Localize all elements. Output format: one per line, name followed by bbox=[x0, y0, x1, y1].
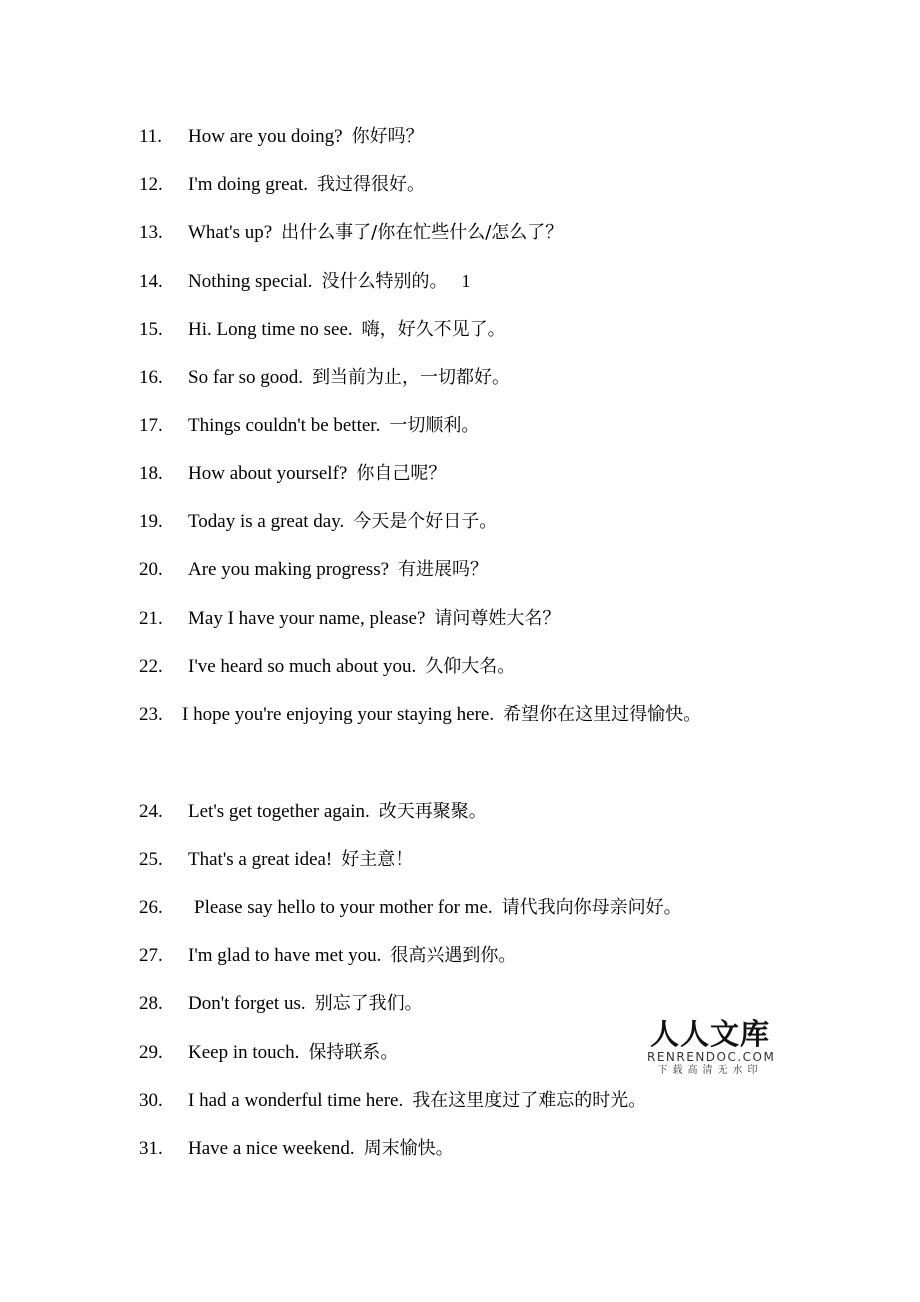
line-number: 12. bbox=[139, 174, 163, 195]
chinese-translation bbox=[412, 1090, 646, 1111]
line-number: 11. bbox=[139, 126, 163, 147]
phrase-line bbox=[139, 1134, 454, 1164]
english-phrase: Today is a great day. bbox=[188, 511, 345, 532]
chinese-translation bbox=[341, 849, 413, 870]
phrase-line bbox=[139, 652, 515, 682]
line-number: 13. bbox=[139, 222, 163, 243]
chinese-text: 我过得很好。 bbox=[317, 174, 426, 195]
phrase-line bbox=[139, 845, 413, 875]
line-number: 24. bbox=[139, 801, 163, 822]
phrase-line bbox=[139, 604, 560, 634]
watermark-domain: RENRENDOC.COM bbox=[647, 1050, 776, 1064]
phrase-line bbox=[139, 122, 424, 152]
phrase-line bbox=[139, 363, 510, 393]
line-number: 20. bbox=[139, 559, 163, 580]
phrase-line bbox=[139, 315, 506, 345]
line-number: 29. bbox=[139, 1042, 163, 1063]
phrase-line bbox=[139, 989, 423, 1019]
chinese-text: 改天再聚聚。 bbox=[378, 801, 487, 822]
english-phrase: So far so good. bbox=[188, 367, 304, 388]
chinese-translation bbox=[362, 319, 506, 340]
chinese-translation bbox=[352, 126, 424, 147]
phrase-line bbox=[139, 170, 425, 200]
chinese-translation bbox=[281, 222, 563, 243]
chinese-translation bbox=[379, 801, 487, 822]
english-phrase: I'm glad to have met you. bbox=[188, 945, 382, 966]
watermark-tagline: 下载高清无水印 bbox=[657, 1065, 763, 1076]
chinese-translation bbox=[398, 559, 488, 580]
line-number: 27. bbox=[139, 945, 163, 966]
chinese-translation bbox=[503, 704, 701, 725]
chinese-text: 你好吗？ bbox=[351, 126, 424, 147]
phrase-line bbox=[139, 941, 516, 971]
line-number: 31. bbox=[139, 1138, 163, 1159]
chinese-translation bbox=[434, 608, 560, 629]
line-number: 26. bbox=[139, 897, 163, 918]
phrase-line bbox=[139, 1086, 646, 1116]
english-phrase: Have a nice weekend. bbox=[188, 1138, 355, 1159]
chinese-text: 一切顺利。 bbox=[389, 415, 480, 436]
chinese-text: 久仰大名。 bbox=[425, 656, 516, 677]
line-number: 17. bbox=[139, 415, 163, 436]
chinese-text: 周末愉快。 bbox=[363, 1138, 454, 1159]
chinese-translation bbox=[317, 174, 425, 195]
phrase-line bbox=[139, 555, 488, 585]
english-phrase: Don't forget us. bbox=[188, 993, 306, 1014]
english-phrase: I had a wonderful time here. bbox=[188, 1090, 404, 1111]
chinese-text: 很高兴遇到你。 bbox=[390, 945, 517, 966]
phrase-line bbox=[139, 797, 487, 827]
line-number: 30. bbox=[139, 1090, 163, 1111]
phrase-line bbox=[139, 1038, 398, 1068]
chinese-text: 有进展吗？ bbox=[398, 559, 489, 580]
phrase-line bbox=[139, 411, 479, 441]
chinese-translation bbox=[315, 993, 423, 1014]
line-number: 22. bbox=[139, 656, 163, 677]
chinese-translation bbox=[353, 511, 497, 532]
chinese-translation bbox=[364, 1138, 454, 1159]
chinese-text: 保持联系。 bbox=[308, 1042, 399, 1063]
chinese-text: 嗨，好久不见了。 bbox=[361, 319, 506, 340]
chinese-text: 你自己呢？ bbox=[356, 463, 447, 484]
english-phrase: Let's get together again. bbox=[188, 801, 370, 822]
english-phrase: What's up? bbox=[188, 222, 273, 243]
english-phrase: I hope you're enjoying your staying here. bbox=[182, 704, 495, 725]
line-number: 23. bbox=[139, 704, 163, 725]
chinese-text: 请代我向你母亲问好。 bbox=[501, 897, 682, 918]
chinese-text: 别忘了我们。 bbox=[314, 993, 423, 1014]
english-phrase: Things couldn't be better. bbox=[188, 415, 381, 436]
english-phrase: Hi. Long time no see. bbox=[188, 319, 353, 340]
chinese-text: 没什么特别的。 bbox=[321, 271, 448, 292]
line-number: 18. bbox=[139, 463, 163, 484]
english-phrase: Please say hello to your mother for me. bbox=[194, 897, 493, 918]
english-phrase: I'm doing great. bbox=[188, 174, 309, 195]
chinese-translation bbox=[425, 656, 515, 677]
chinese-text: 好主意！ bbox=[341, 849, 414, 870]
line-number: 15. bbox=[139, 319, 163, 340]
chinese-text: 到当前为止，一切都好。 bbox=[312, 367, 511, 388]
phrase-line bbox=[139, 218, 563, 248]
chinese-text: 请问尊姓大名？ bbox=[434, 608, 561, 629]
line-number: 28. bbox=[139, 993, 163, 1014]
phrase-line bbox=[139, 700, 701, 730]
chinese-text: 今天是个好日子。 bbox=[353, 511, 498, 532]
english-phrase: May I have your name, please? bbox=[188, 608, 426, 629]
phrase-line bbox=[139, 507, 497, 537]
watermark-title: 人人文库 bbox=[649, 1017, 770, 1051]
line-number: 19. bbox=[139, 511, 163, 532]
english-phrase: Are you making progress? bbox=[188, 559, 390, 580]
line-number: 21. bbox=[139, 608, 163, 629]
phrase-line bbox=[139, 893, 682, 923]
phrase-line bbox=[139, 459, 446, 489]
chinese-text: 我在这里度过了难忘的时光。 bbox=[412, 1090, 647, 1111]
line-number: 16. bbox=[139, 367, 163, 388]
chinese-translation bbox=[502, 897, 682, 918]
phrase-line bbox=[139, 266, 471, 296]
english-phrase: Nothing special. bbox=[188, 271, 313, 292]
line-number: 14. bbox=[139, 271, 163, 292]
chinese-translation bbox=[308, 1042, 398, 1063]
english-phrase: How are you doing? bbox=[188, 126, 343, 147]
english-phrase: I've heard so much about you. bbox=[188, 656, 417, 677]
chinese-translation bbox=[390, 945, 516, 966]
chinese-translation bbox=[322, 271, 471, 292]
chinese-translation bbox=[356, 463, 446, 484]
line-number: 25. bbox=[139, 849, 163, 870]
page-marker: 1 bbox=[461, 271, 471, 291]
chinese-text: 希望你在这里过得愉快。 bbox=[503, 704, 702, 725]
english-phrase: How about yourself? bbox=[188, 463, 348, 484]
chinese-translation bbox=[312, 367, 510, 388]
english-phrase: Keep in touch. bbox=[188, 1042, 300, 1063]
watermark-logo bbox=[647, 1017, 776, 1078]
chinese-text: 出什么事了/你在忙些什么/怎么了？ bbox=[281, 222, 564, 243]
english-phrase: That's a great idea! bbox=[188, 849, 333, 870]
chinese-translation bbox=[389, 415, 479, 436]
